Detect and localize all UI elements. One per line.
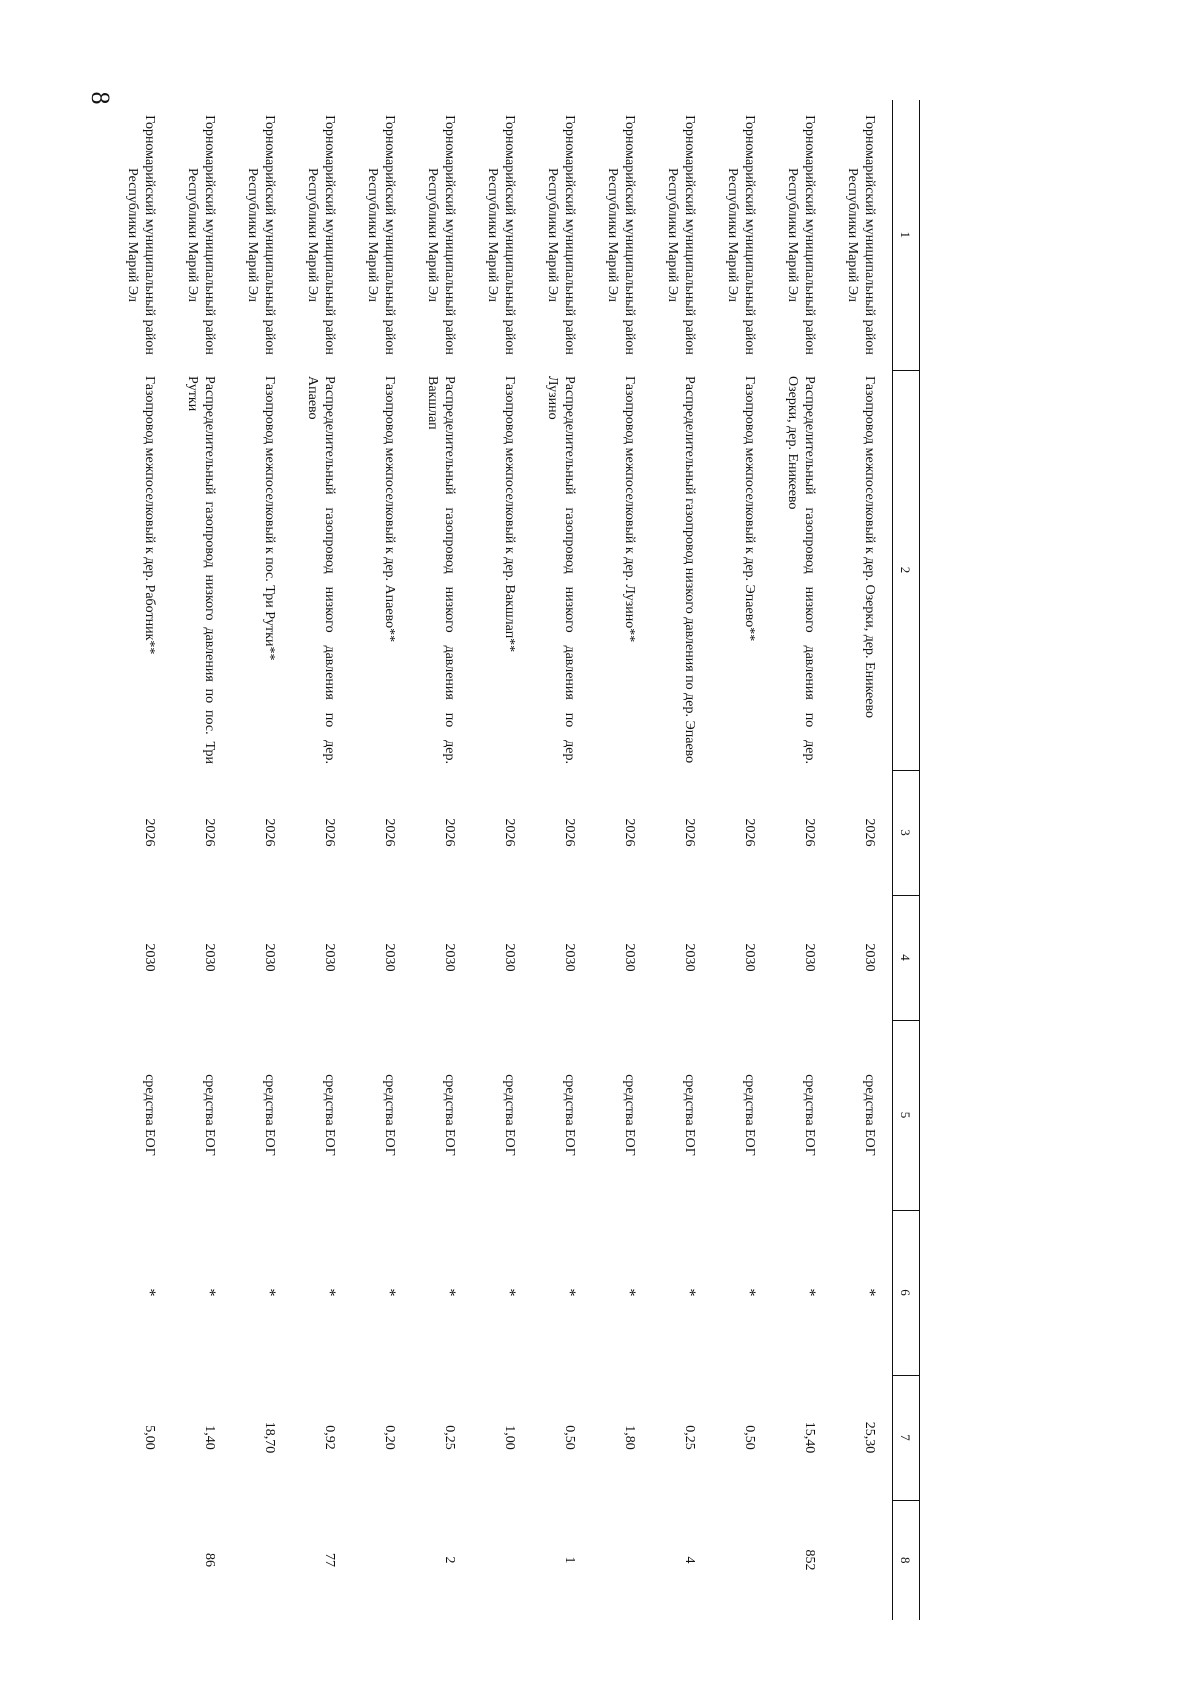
length-cell: 1,40 xyxy=(202,1425,217,1450)
length-cell: 0,25 xyxy=(682,1425,697,1450)
start-year-cell: 2026 xyxy=(502,818,517,847)
end-year-cell: 2030 xyxy=(442,943,457,972)
object-cell: Распределительный газопровод низкого давления по дер. Апаево xyxy=(305,376,337,764)
object-cell: Газопровод межпоселковый к дер. Озерки, дер. Еникеево xyxy=(862,376,877,718)
funding-source-cell: средства ЕОГ xyxy=(622,1074,637,1156)
header-row xyxy=(893,100,920,1620)
length-cell: 0,50 xyxy=(562,1425,577,1450)
region-cell: Горномарийский муниципальный район Республики Марий Эл xyxy=(845,115,877,355)
funding-source-cell: средства ЕОГ xyxy=(202,1074,217,1156)
end-year-cell: 2030 xyxy=(262,943,277,972)
funding-source-cell: средства ЕОГ xyxy=(322,1074,337,1156)
mark-cell: * xyxy=(141,1288,158,1297)
count-cell xyxy=(712,1500,772,1620)
column-header: 4 xyxy=(893,895,920,1020)
region-cell: Горномарийский муниципальный район Республики Марий Эл xyxy=(365,115,397,355)
length-cell: 0,25 xyxy=(442,1425,457,1450)
count-cell: 4 xyxy=(682,1556,697,1564)
table-row xyxy=(412,100,472,1620)
object-cell: Распределительный газопровод низкого давления по дер. Озерки, дер. Еникеево xyxy=(785,376,817,764)
count-cell xyxy=(352,1500,412,1620)
funding-source-cell: средства ЕОГ xyxy=(262,1074,277,1156)
mark-cell: * xyxy=(621,1288,638,1297)
region-cell: Горномарийский муниципальный район Республики Марий Эл xyxy=(185,115,217,355)
object-cell: Газопровод межпоселковый к дер. Эпаево** xyxy=(742,376,757,642)
mark-cell: * xyxy=(381,1288,398,1297)
column-header: 8 xyxy=(893,1500,920,1620)
count-cell: 86 xyxy=(202,1553,217,1567)
region-cell: Горномарийский муниципальный район Республики Марий Эл xyxy=(305,115,337,355)
count-cell xyxy=(592,1500,652,1620)
end-year-cell: 2030 xyxy=(562,943,577,972)
length-cell: 1,00 xyxy=(502,1425,517,1450)
funding-source-cell: средства ЕОГ xyxy=(682,1074,697,1156)
table-row xyxy=(832,100,893,1620)
end-year-cell: 2030 xyxy=(502,943,517,972)
length-cell: 0,20 xyxy=(382,1425,397,1450)
start-year-cell: 2026 xyxy=(682,818,697,847)
object-cell: Распределительный газопровод низкого давления по дер. Эпаево xyxy=(682,376,697,764)
mark-cell: * xyxy=(741,1288,758,1297)
mark-cell: * xyxy=(201,1288,218,1297)
region-cell: Горномарийский муниципальный район Республики Марий Эл xyxy=(605,115,637,355)
end-year-cell: 2030 xyxy=(322,943,337,972)
region-cell: Горномарийский муниципальный район Республики Марий Эл xyxy=(425,115,457,355)
mark-cell: * xyxy=(561,1288,578,1297)
table-row xyxy=(652,100,712,1620)
object-cell: Распределительный газопровод низкого давления по дер. Лузино xyxy=(545,376,577,764)
column-header: 7 xyxy=(893,1375,920,1500)
table-row xyxy=(112,100,172,1620)
length-cell: 5,00 xyxy=(142,1425,157,1450)
table-row xyxy=(592,100,652,1620)
funding-source-cell: средства ЕОГ xyxy=(862,1074,877,1156)
region-cell: Горномарийский муниципальный район Республики Марий Эл xyxy=(665,115,697,355)
object-cell: Распределительный газопровод низкого давления по пос. Три Рутки xyxy=(185,376,217,764)
end-year-cell: 2030 xyxy=(682,943,697,972)
funding-source-cell: средства ЕОГ xyxy=(142,1074,157,1156)
funding-source-cell: средства ЕОГ xyxy=(802,1074,817,1156)
end-year-cell: 2030 xyxy=(862,943,877,972)
mark-cell: * xyxy=(681,1288,698,1297)
count-cell xyxy=(232,1500,292,1620)
region-cell: Горномарийский муниципальный район Республики Марий Эл xyxy=(725,115,757,355)
length-cell: 25,30 xyxy=(862,1421,877,1454)
table-row xyxy=(292,100,352,1620)
start-year-cell: 2026 xyxy=(382,818,397,847)
start-year-cell: 2026 xyxy=(202,818,217,847)
count-cell: 2 xyxy=(442,1556,457,1564)
page-number: 8 xyxy=(86,91,115,105)
region-cell: Горномарийский муниципальный район Республики Марий Эл xyxy=(785,115,817,355)
column-header: 6 xyxy=(893,1210,920,1375)
column-header: 1 xyxy=(893,100,920,370)
table-row xyxy=(772,100,832,1620)
start-year-cell: 2026 xyxy=(322,818,337,847)
funding-source-cell: средства ЕОГ xyxy=(562,1074,577,1156)
count-cell xyxy=(472,1500,532,1620)
end-year-cell: 2030 xyxy=(802,943,817,972)
table-row xyxy=(172,100,232,1620)
start-year-cell: 2026 xyxy=(862,818,877,847)
start-year-cell: 2026 xyxy=(622,818,637,847)
length-cell: 1,80 xyxy=(622,1425,637,1450)
start-year-cell: 2026 xyxy=(562,818,577,847)
table-row xyxy=(472,100,532,1620)
count-cell xyxy=(832,1500,893,1620)
region-cell: Горномарийский муниципальный район Республики Марий Эл xyxy=(245,115,277,355)
start-year-cell: 2026 xyxy=(142,818,157,847)
end-year-cell: 2030 xyxy=(382,943,397,972)
object-cell: Газопровод межпоселковый к дер. Работник** xyxy=(142,376,157,655)
count-cell: 852 xyxy=(802,1549,817,1571)
rotated-table-container xyxy=(125,100,920,1620)
funding-source-cell: средства ЕОГ xyxy=(742,1074,757,1156)
mark-cell: * xyxy=(441,1288,458,1297)
column-header: 5 xyxy=(893,1020,920,1210)
object-cell: Распределительный газопровод низкого давления по дер. Вакшлап xyxy=(425,376,457,764)
end-year-cell: 2030 xyxy=(202,943,217,972)
funding-source-cell: средства ЕОГ xyxy=(502,1074,517,1156)
mark-cell: * xyxy=(261,1288,278,1297)
start-year-cell: 2026 xyxy=(802,818,817,847)
mark-cell: * xyxy=(321,1288,338,1297)
mark-cell: * xyxy=(501,1288,518,1297)
funding-source-cell: средства ЕОГ xyxy=(382,1074,397,1156)
table-body xyxy=(112,100,893,1620)
column-header: 2 xyxy=(893,370,920,770)
length-cell: 18,70 xyxy=(262,1421,277,1454)
end-year-cell: 2030 xyxy=(142,943,157,972)
table-row xyxy=(532,100,592,1620)
start-year-cell: 2026 xyxy=(442,818,457,847)
count-cell xyxy=(112,1500,172,1620)
length-cell: 0,50 xyxy=(742,1425,757,1450)
column-header: 3 xyxy=(893,770,920,895)
count-cell: 1 xyxy=(562,1556,577,1564)
start-year-cell: 2026 xyxy=(262,818,277,847)
start-year-cell: 2026 xyxy=(742,818,757,847)
count-cell: 77 xyxy=(322,1553,337,1567)
region-cell: Горномарийский муниципальный район Республики Марий Эл xyxy=(485,115,517,355)
object-cell: Газопровод межпоселковый к дер. Вакшлап** xyxy=(502,376,517,653)
funding-source-cell: средства ЕОГ xyxy=(442,1074,457,1156)
table-row xyxy=(352,100,412,1620)
length-cell: 15,40 xyxy=(802,1421,817,1454)
table-row xyxy=(712,100,772,1620)
object-cell: Газопровод межпоселковый к дер. Лузино** xyxy=(622,376,637,643)
gasification-table xyxy=(112,100,920,1620)
length-cell: 0,92 xyxy=(322,1425,337,1450)
table-row xyxy=(232,100,292,1620)
region-cell: Горномарийский муниципальный район Республики Марий Эл xyxy=(545,115,577,355)
region-cell: Горномарийский муниципальный район Республики Марий Эл xyxy=(125,115,157,355)
end-year-cell: 2030 xyxy=(622,943,637,972)
end-year-cell: 2030 xyxy=(742,943,757,972)
mark-cell: * xyxy=(861,1288,878,1297)
object-cell: Газопровод межпоселковый к пос. Три Рутки** xyxy=(262,376,277,661)
mark-cell: * xyxy=(801,1288,818,1297)
object-cell: Газопровод межпоселковый к дер. Апаево** xyxy=(382,376,397,643)
